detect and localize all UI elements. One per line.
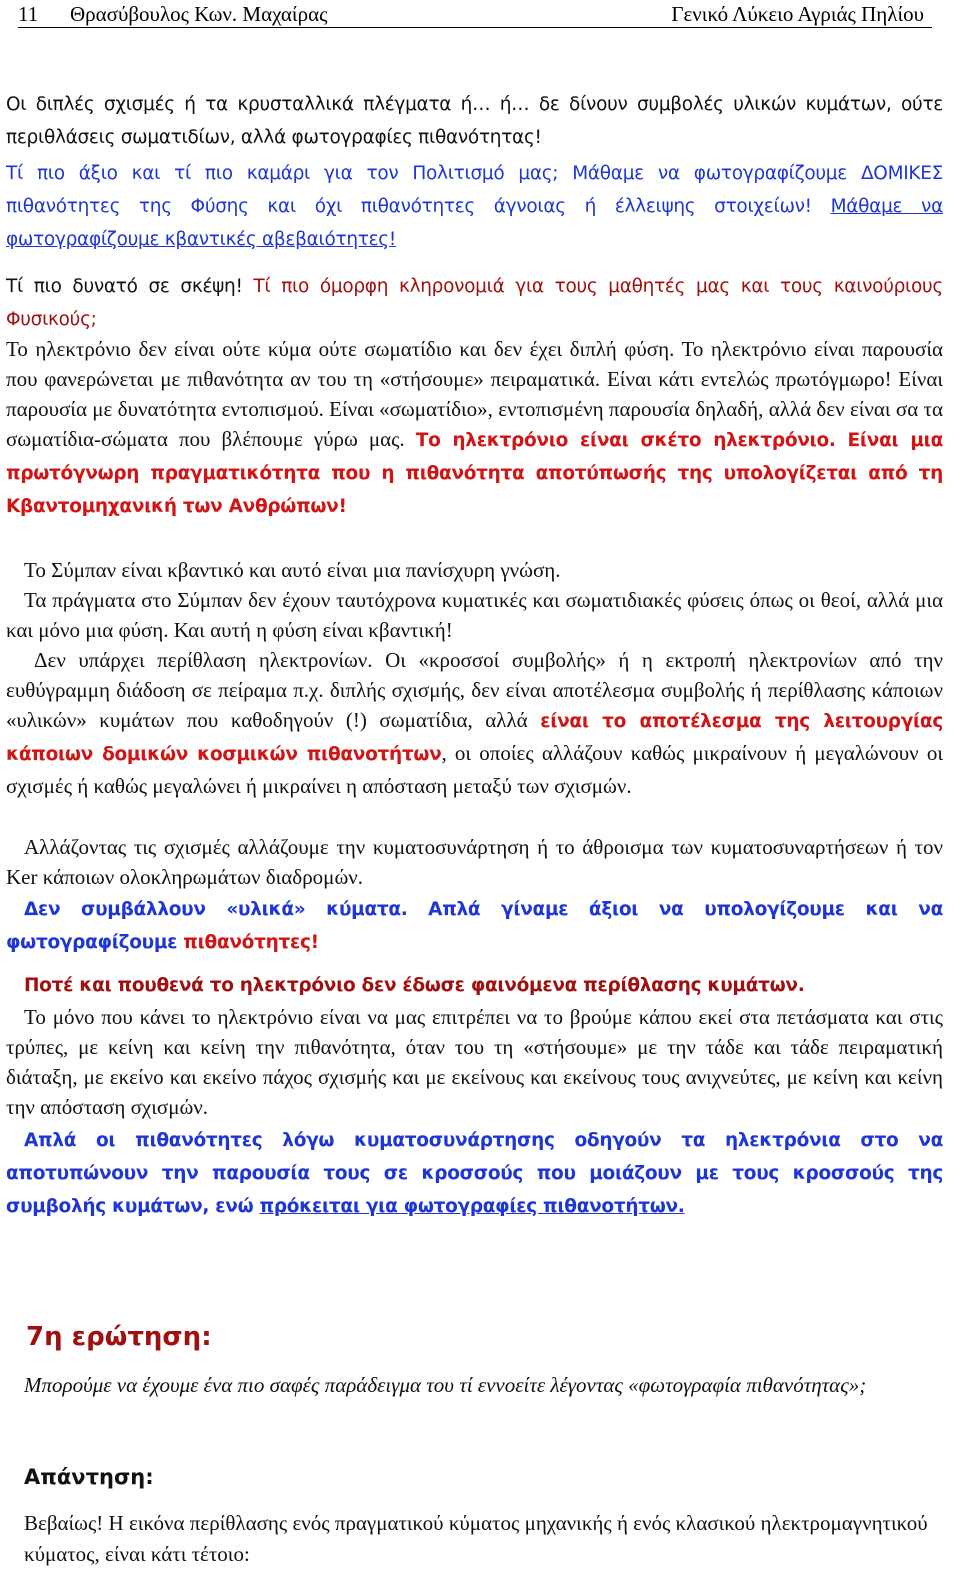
paragraph-4 bbox=[6, 334, 943, 523]
paragraph-7 bbox=[6, 645, 943, 801]
paragraph-7-text: Δεν υπάρχει περίθλαση ηλεκτρονίων. Οι «κροσσοί συμβολής» ή η εκτροπή ηλεκτρονίων από την ευθύγραμμη διάδοση σε πείραμα π.χ. διπλής σχισμής, δεν είναι αποτέλεσμα συμβολής ή περίθλασης κάποιων «υλικών» κυμάτων που καθοδηγούν (!) σωματίδια, αλλά bbox=[6, 648, 943, 732]
question-title: 7η ερώτηση: bbox=[26, 1322, 212, 1352]
answer-text: Βεβαίως! Η εικόνα περίθλασης ενός πραγματικού κύματος μηχανικής ή ενός κλασικού ηλεκτρομαγνητικού κύματος, είναι κάτι τέτοιο: bbox=[24, 1511, 928, 1566]
paragraph-3-text: Τί πιο όμορφη κληρονομιά για τους μαθητές μας και τους καινούριους Φυσικούς; bbox=[6, 276, 943, 330]
header-author: Θρασύβουλος Κων. Μαχαίρας bbox=[70, 2, 328, 26]
paragraph-9 bbox=[6, 893, 943, 959]
paragraph-7-text-end: , οι οποίες αλλάζουν καθώς μικραίνουν ή μεγαλώνουν οι σχισμές ή καθώς μεγαλώνει ή μικραίνει η απόσταση μεταξύ των σχισμών. bbox=[6, 741, 943, 798]
paragraph-2-text: Τί πιο άξιο και τί πιο καμάρι για τον Πολιτισμό μας; Μάθαμε να φωτογραφίζουμε ΔΟΜΙΚΕΣ πιθανότητες της Φύσης και όχι πιθανότητες άγνοιας ή έλλειψης στοιχείων! bbox=[6, 163, 943, 217]
paragraph-4-highlight: Το ηλεκτρόνιο είναι σκέτο ηλεκτρόνιο. Είναι μια πρωτόγνωρη πραγματικότητα που η πιθανότητα αποτύπωσής της υπολογίζεται από τη Κβαντομηχανική των Ανθρώπων! bbox=[6, 430, 943, 517]
paragraph-2-underlined: Μάθαμε να φωτογραφίζουμε κβαντικές αβεβαιότητες! bbox=[6, 196, 943, 250]
paragraph-9-end: πιθανότητες! bbox=[183, 932, 319, 953]
page-number: 11 bbox=[18, 2, 39, 26]
header-school: Γενικό Λύκειο Αγριάς Πηλίου bbox=[671, 2, 924, 26]
paragraph-5: Το Σύμπαν είναι κβαντικό και αυτό είναι μια πανίσχυρη γνώση. bbox=[24, 558, 561, 582]
paragraph-6: Τα πράγματα στο Σύμπαν δεν έχουν ταυτόχρονα κυματικές και σωματιδιακές φύσεις όπως οι θεοί, αλλά μια και μόνο μια φύση. Και αυτή η φύση είναι κβαντική! bbox=[6, 588, 943, 642]
paragraph-8: Αλλάζοντας τις σχισμές αλλάζουμε την κυματοσυνάρτηση ή το άθροισμα των κυματοσυναρτήσεων ή τον Ker κάποιων ολοκληρωμάτων διαδρομών. bbox=[6, 835, 943, 889]
paragraph-1: Οι διπλές σχισμές ή τα κρυσταλλικά πλέγματα ή… ή… δε δίνουν συμβολές υλικών κυμάτων, ούτε περιθλάσεις σωματιδίων, αλλά φωτογραφίες πιθανότητας! bbox=[6, 94, 943, 148]
answer-label: Απάντηση: bbox=[24, 1465, 154, 1489]
paragraph-11: Το μόνο που κάνει το ηλεκτρόνιο είναι να μας επιτρέπει να το βρούμε κάπου εκεί στα πετάσματα και στις τρύπες, με κείνη και κείνη την πιθανότητα, όταν του τη «στήσουμε» με την τάδε και τάδε πειραματική διάταξη, με εκείνο και εκείνο πάχος σχισμής και με εκείνους και εκείνους τους ανιχνεύτες, με κείνη και κείνη την απόσταση σχισμών. bbox=[6, 1005, 943, 1119]
paragraph-4-text: Το ηλεκτρόνιο δεν είναι ούτε κύμα ούτε σωματίδιο και δεν έχει διπλή φύση. Το ηλεκτρόνιο είναι παρουσία που φανερώνεται με πιθανότητα αν του τη «στήσουμε» πειραματικά. Είναι κάτι εντελώς πρωτόγμωρο! Είναι παρουσία με δυνατότητα εντοπισμού. Είναι «σωματίδιο», εντοπισμένη παρουσία δηλαδή, αλλά δεν είναι σα τα σωματίδια-σώματα που βλέπουμε γύρω μας. bbox=[6, 337, 943, 451]
page-header bbox=[18, 2, 932, 28]
paragraph-9-text: Δεν συμβάλλουν «υλικά» κύματα. Απλά γίναμε άξιοι να υπολογίζουμε και να φωτογραφίζουμε bbox=[6, 899, 943, 953]
paragraph-12 bbox=[6, 1124, 943, 1223]
paragraph-2 bbox=[6, 157, 943, 256]
paragraph-12-underlined: πρόκειται για φωτογραφίες πιθανοτήτων. bbox=[259, 1196, 685, 1217]
paragraph-12-text: Απλά οι πιθανότητες λόγω κυματοσυνάρτησης οδηγούν τα ηλεκτρόνια στο να αποτυπώνουν την παρουσία τους σε κροσσούς που μοιάζουν με τους κροσσούς της συμβολής κυμάτων, ενώ bbox=[6, 1130, 943, 1217]
question-text: Μπορούμε να έχουμε ένα πιο σαφές παράδειγμα του τί εννοείτε λέγοντας «φωτογραφία πιθανότητας»; bbox=[24, 1373, 867, 1397]
paragraph-7-highlight: είναι το αποτέλεσμα της λειτουργίας κάποιων δομικών κοσμικών πιθανοτήτων bbox=[6, 711, 943, 765]
paragraph-3-lead: Τί πιο δυνατό σε σκέψη! bbox=[6, 276, 243, 297]
paragraph-10: Ποτέ και πουθενά το ηλεκτρόνιο δεν έδωσε φαινόμενα περίθλασης κυμάτων. bbox=[24, 975, 805, 996]
paragraph-3 bbox=[6, 270, 943, 336]
